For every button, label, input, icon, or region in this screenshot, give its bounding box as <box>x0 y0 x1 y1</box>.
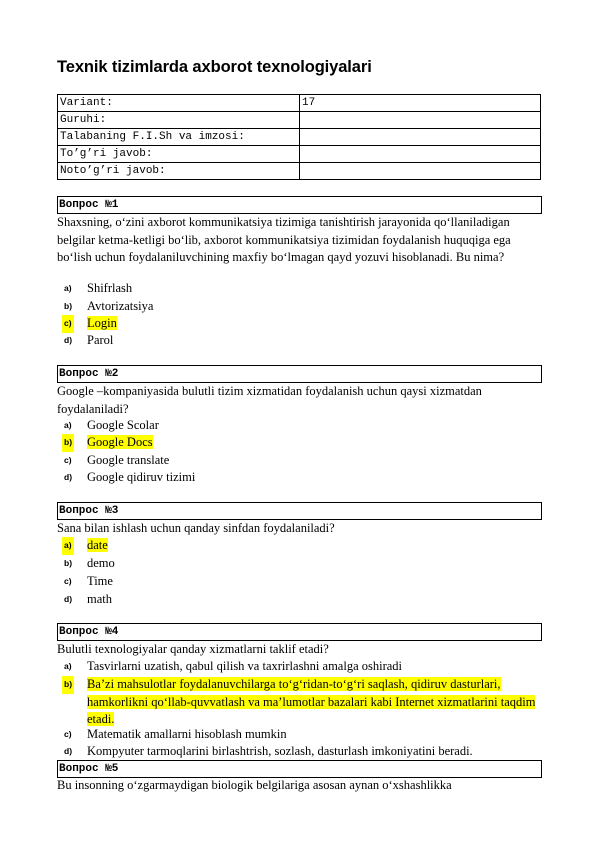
question-2-answer-b[interactable] <box>57 434 543 452</box>
question-2-header: Вопрос №2 <box>57 365 542 383</box>
answer-letter: b) <box>62 676 74 694</box>
answer-letter: b) <box>64 301 73 311</box>
question-1-text: Shaxsning, o‘zini axborot kommunikatsiya tizimiga tanishtirish jarayonida qo‘llaniladigan belgilar ketma-ketligi bo‘lib, axborot kommunikatsiya tizimidan foydalanish huquqiga ega bo‘lish uchun foydalaniluvchining maxfiy bo‘lmagan qayd yozuvi hisoblanadi. Bu nima? <box>57 215 511 264</box>
question-4-answer-d[interactable] <box>57 743 543 761</box>
answer-text: Avtorizatsiya <box>87 299 154 313</box>
answer-text: Google translate <box>87 453 170 467</box>
answer-letter: d) <box>64 746 73 756</box>
answer-text: Google Docs <box>87 435 153 449</box>
question-2-text: Google –kompaniyasida bulutli tizim xizmatidan foydalanish uchun qaysi xizmatdan foydalaniladi? <box>57 384 482 416</box>
info-value: 17 <box>300 95 541 112</box>
question-2-answer-d[interactable] <box>57 469 543 487</box>
info-row-correct <box>58 146 541 163</box>
answer-letter: c) <box>64 576 72 586</box>
info-key: Talabaning F.I.Sh va imzosi: <box>58 129 300 146</box>
question-2-answer-c[interactable] <box>57 452 543 470</box>
question-4-answer-c[interactable] <box>57 726 543 744</box>
answer-letter: b) <box>62 434 74 452</box>
info-value <box>300 129 541 146</box>
answer-text: Kompyuter tarmoqlarini birlashtrish, sozlash, dasturlash imkoniyatini beradi. <box>87 744 473 758</box>
answer-letter: d) <box>64 472 73 482</box>
question-3-text: Sana bilan ishlash uchun qanday sinfdan foydalaniladi? <box>57 521 335 535</box>
question-3-header: Вопрос №3 <box>57 502 542 520</box>
question-4-answer-a[interactable] <box>57 658 543 676</box>
question-1-answer-a[interactable] <box>57 280 543 298</box>
answer-letter: a) <box>64 661 72 671</box>
answer-text: Parol <box>87 333 114 347</box>
page-title: Texnik tizimlarda axborot texnologiyalari <box>57 58 372 76</box>
answer-text: Google qidiruv tizimi <box>87 470 196 484</box>
question-1-header: Вопрос №1 <box>57 196 542 214</box>
answer-text: Shifrlash <box>87 281 133 295</box>
answer-text: Time <box>87 574 113 588</box>
question-4-header: Вопрос №4 <box>57 623 542 641</box>
answer-text: Google Scolar <box>87 418 159 432</box>
question-1-answer-d[interactable] <box>57 332 543 350</box>
info-value <box>300 146 541 163</box>
question-5-text: Bu insonning o‘zgarmaydigan biologik belgilariga asosan aynan o‘xshashlikka <box>57 778 452 792</box>
info-key: Guruhi: <box>58 112 300 129</box>
answer-letter: c) <box>62 315 74 333</box>
question-3-answer-d[interactable] <box>57 591 543 609</box>
answer-text: Ba’zi mahsulotlar foydalanuvchilarga to‘g‘ridan-to‘g‘ri saqlash, qidiruv dasturlari, hamkorlikni qo‘llab-quvvatlash va ma’lumotlar bazalari kabi Internet xizmatlarini taqdim etadi. <box>87 677 536 726</box>
student-info-table <box>57 94 541 180</box>
answer-text: Matematik amallarni hisoblash mumkin <box>87 727 287 741</box>
question-1-answer-c[interactable] <box>57 315 543 333</box>
answer-text: demo <box>87 556 115 570</box>
answer-letter: c) <box>64 729 72 739</box>
info-row-student-name <box>58 129 541 146</box>
question-2-answer-a[interactable] <box>57 417 543 435</box>
answer-text: Tasvirlarni uzatish, qabul qilish va taxrirlashni amalga oshiradi <box>87 659 403 673</box>
answer-letter: a) <box>64 420 72 430</box>
info-value <box>300 112 541 129</box>
info-key: To’g’ri javob: <box>58 146 300 163</box>
answer-letter: a) <box>62 537 74 555</box>
info-key: Variant: <box>58 95 300 112</box>
answer-text: math <box>87 592 112 606</box>
answer-letter: b) <box>64 558 73 568</box>
info-value <box>300 163 541 180</box>
answer-letter: c) <box>64 455 72 465</box>
answer-text: Login <box>87 316 117 330</box>
answer-text: date <box>87 538 108 552</box>
answer-letter: a) <box>64 283 72 293</box>
question-4-answer-b[interactable] <box>57 676 543 729</box>
info-row-variant <box>58 95 541 112</box>
answer-letter: d) <box>64 594 73 604</box>
question-3-answer-a[interactable] <box>57 537 543 555</box>
question-4-text: Bulutli texnologiyalar qanday xizmatlarni taklif etadi? <box>57 642 329 656</box>
question-1-answer-b[interactable] <box>57 298 543 316</box>
question-5-header: Вопрос №5 <box>57 760 542 778</box>
info-row-group <box>58 112 541 129</box>
info-key: Noto’g’ri javob: <box>58 163 300 180</box>
answer-letter: d) <box>64 335 73 345</box>
info-row-incorrect <box>58 163 541 180</box>
question-3-answer-c[interactable] <box>57 573 543 591</box>
question-3-answer-b[interactable] <box>57 555 543 573</box>
